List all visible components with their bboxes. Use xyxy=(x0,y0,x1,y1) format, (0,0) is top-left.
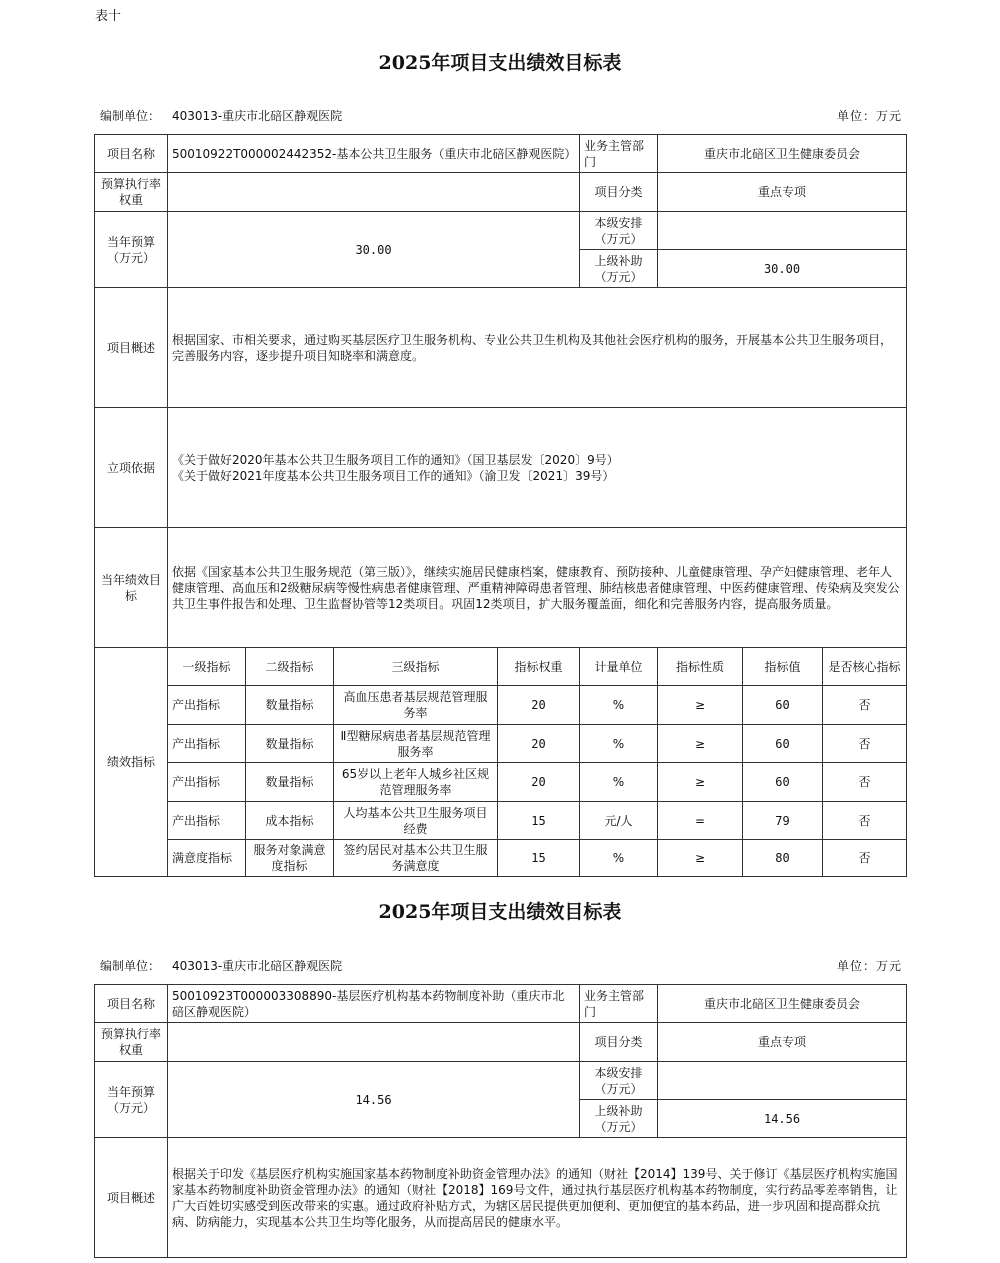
level3-cell: 65岁以上老年人城乡社区规范管理服务率 xyxy=(334,763,498,802)
superior-subsidy-label: 上级补助（万元） xyxy=(580,250,658,288)
category-label: 项目分类 xyxy=(580,1023,658,1062)
compiling-unit-value: 403013-重庆市北碚区静观医院 xyxy=(172,109,343,123)
level1-cell: 产出指标 xyxy=(168,686,246,725)
core-cell: 否 xyxy=(823,725,907,763)
project-name-label: 项目名称 xyxy=(95,135,168,173)
weight-cell: 20 xyxy=(498,725,580,763)
local-arrangement-label: 本级安排（万元） xyxy=(580,1062,658,1100)
level2-cell: 服务对象满意度指标 xyxy=(246,840,334,877)
budget-exec-value xyxy=(168,1023,580,1062)
unit-cell: % xyxy=(580,763,658,802)
basis-label: 立项依据 xyxy=(95,408,168,528)
local-arrangement-value xyxy=(658,1062,907,1100)
weight-cell: 15 xyxy=(498,840,580,877)
dept-value: 重庆市北碚区卫生健康委员会 xyxy=(658,985,907,1023)
current-budget-label: 当年预算（万元） xyxy=(95,212,168,288)
project-name-label: 项目名称 xyxy=(95,985,168,1023)
indicator-header: 计量单位 xyxy=(580,648,658,686)
category-value: 重点专项 xyxy=(658,173,907,212)
indicator-header: 指标性质 xyxy=(658,648,743,686)
level1-cell: 产出指标 xyxy=(168,802,246,840)
level3-cell: 签约居民对基本公共卫生服务满意度 xyxy=(334,840,498,877)
indicators-label: 绩效指标 xyxy=(95,648,168,877)
local-arrangement-value xyxy=(658,212,907,250)
table-number-label: 表十 xyxy=(95,9,122,24)
currency-unit: 单位：万元 xyxy=(836,959,902,973)
table-row xyxy=(95,725,907,763)
budget-exec-label: 预算执行率权重 xyxy=(95,173,168,212)
indicator-header: 三级指标 xyxy=(334,648,498,686)
budget-exec-label: 预算执行率权重 xyxy=(95,1023,168,1062)
level2-cell: 数量指标 xyxy=(246,763,334,802)
superior-subsidy-value: 30.00 xyxy=(658,250,907,288)
level1-cell: 产出指标 xyxy=(168,725,246,763)
annual-goal-text: 依据《国家基本公共卫生服务规范（第三版）》，继续实施居民健康档案，健康教育、预防接种、儿童健康管理、孕产妇健康管理、老年人健康管理、高血压和2级糖尿病等慢性病患者健康管理、严重精神障碍患者管理、肺结核患者健康管理、中医药健康管理、传染病及突发公共卫生事件报告和处理、卫生监督协管等12类项目。巩固12类项目，扩大服务覆盖面，细化和完善服务内容，提高服务质量。 xyxy=(168,528,907,648)
nature-cell: ≥ xyxy=(658,763,743,802)
nature-cell: ≥ xyxy=(658,686,743,725)
overview-text: 根据关于印发《基层医疗机构实施国家基本药物制度补助资金管理办法》的通知（财社【2014】139号、关于修订《基层医疗机构实施国家基本药物制度补助资金管理办法》的通知（财社【2018】169号文件，通过执行基层医疗机构基本药物制度，实行药品零差率销售，让广大百姓切实感受到医改带来的实惠。通过政府补贴方式，为辖区居民提供更加便利、更加便宜的基本药品，进一步巩固和提高群众抗病、防病能力，实现基本公共卫生均等化服务，从而提高居民的健康水平。 xyxy=(168,1138,907,1258)
currency-unit: 单位：万元 xyxy=(836,109,902,123)
performance-table xyxy=(94,984,907,1258)
indicator-header: 二级指标 xyxy=(246,648,334,686)
core-cell: 否 xyxy=(823,763,907,802)
current-budget-value: 14.56 xyxy=(168,1062,580,1138)
compiling-unit xyxy=(100,957,342,974)
level2-cell: 数量指标 xyxy=(246,686,334,725)
level3-cell: Ⅱ型糖尿病患者基层规范管理服务率 xyxy=(334,725,498,763)
basis-line: 《关于做好2021年度基本公共卫生服务项目工作的通知》（渝卫发〔2021〕39号） xyxy=(172,468,615,483)
compiling-unit xyxy=(100,107,342,124)
compiling-unit-label: 编制单位： xyxy=(100,109,161,123)
indicator-header: 指标权重 xyxy=(498,648,580,686)
superior-subsidy-label: 上级补助（万元） xyxy=(580,1100,658,1138)
table-row xyxy=(95,686,907,725)
nature-cell: ≥ xyxy=(658,840,743,877)
value-cell: 60 xyxy=(743,686,823,725)
weight-cell: 20 xyxy=(498,763,580,802)
nature-cell: ≥ xyxy=(658,725,743,763)
unit-cell: % xyxy=(580,686,658,725)
budget-exec-value xyxy=(168,173,580,212)
dept-label: 业务主管部门 xyxy=(580,135,658,173)
dept-label: 业务主管部门 xyxy=(580,985,658,1023)
weight-cell: 15 xyxy=(498,802,580,840)
unit-cell: % xyxy=(580,840,658,877)
core-cell: 否 xyxy=(823,802,907,840)
value-cell: 60 xyxy=(743,763,823,802)
level2-cell: 数量指标 xyxy=(246,725,334,763)
category-value: 重点专项 xyxy=(658,1023,907,1062)
indicator-header: 指标值 xyxy=(743,648,823,686)
value-cell: 60 xyxy=(743,725,823,763)
current-budget-value: 30.00 xyxy=(168,212,580,288)
category-label: 项目分类 xyxy=(580,173,658,212)
nature-cell: = xyxy=(658,802,743,840)
overview-label: 项目概述 xyxy=(95,1138,168,1258)
unit-cell: % xyxy=(580,725,658,763)
page-title: 2025年项目支出绩效目标表 xyxy=(378,901,622,923)
current-budget-label: 当年预算（万元） xyxy=(95,1062,168,1138)
level1-cell: 满意度指标 xyxy=(168,840,246,877)
level3-cell: 高血压患者基层规范管理服务率 xyxy=(334,686,498,725)
indicator-header: 一级指标 xyxy=(168,648,246,686)
compiling-unit-label: 编制单位： xyxy=(100,959,161,973)
level3-cell: 人均基本公共卫生服务项目经费 xyxy=(334,802,498,840)
overview-text: 根据国家、市相关要求，通过购买基层医疗卫生服务机构、专业公共卫生机构及其他社会医疗机构的服务，开展基本公共卫生服务项目，完善服务内容，逐步提升项目知晓率和满意度。 xyxy=(168,288,907,408)
dept-value: 重庆市北碚区卫生健康委员会 xyxy=(658,135,907,173)
indicator-header: 是否核心指标 xyxy=(823,648,907,686)
annual-goal-label: 当年绩效目标 xyxy=(95,528,168,648)
table-row xyxy=(95,763,907,802)
table-row xyxy=(95,840,907,877)
value-cell: 80 xyxy=(743,840,823,877)
basis-line: 《关于做好2020年基本公共卫生服务项目工作的通知》（国卫基层发〔2020〕9号） xyxy=(172,452,619,467)
project-name-value: 50010923T000003308890-基层医疗机构基本药物制度补助（重庆市北碚区静观医院） xyxy=(168,985,580,1023)
local-arrangement-label: 本级安排（万元） xyxy=(580,212,658,250)
level2-cell: 成本指标 xyxy=(246,802,334,840)
level1-cell: 产出指标 xyxy=(168,763,246,802)
page-title: 2025年项目支出绩效目标表 xyxy=(378,52,622,74)
value-cell: 79 xyxy=(743,802,823,840)
compiling-unit-value: 403013-重庆市北碚区静观医院 xyxy=(172,959,343,973)
core-cell: 否 xyxy=(823,840,907,877)
core-cell: 否 xyxy=(823,686,907,725)
table-row xyxy=(95,802,907,840)
unit-cell: 元/人 xyxy=(580,802,658,840)
weight-cell: 20 xyxy=(498,686,580,725)
project-name-value: 50010922T000002442352-基本公共卫生服务（重庆市北碚区静观医院） xyxy=(168,135,580,173)
overview-label: 项目概述 xyxy=(95,288,168,408)
basis-text xyxy=(168,408,907,528)
superior-subsidy-value: 14.56 xyxy=(658,1100,907,1138)
performance-table xyxy=(94,134,907,877)
